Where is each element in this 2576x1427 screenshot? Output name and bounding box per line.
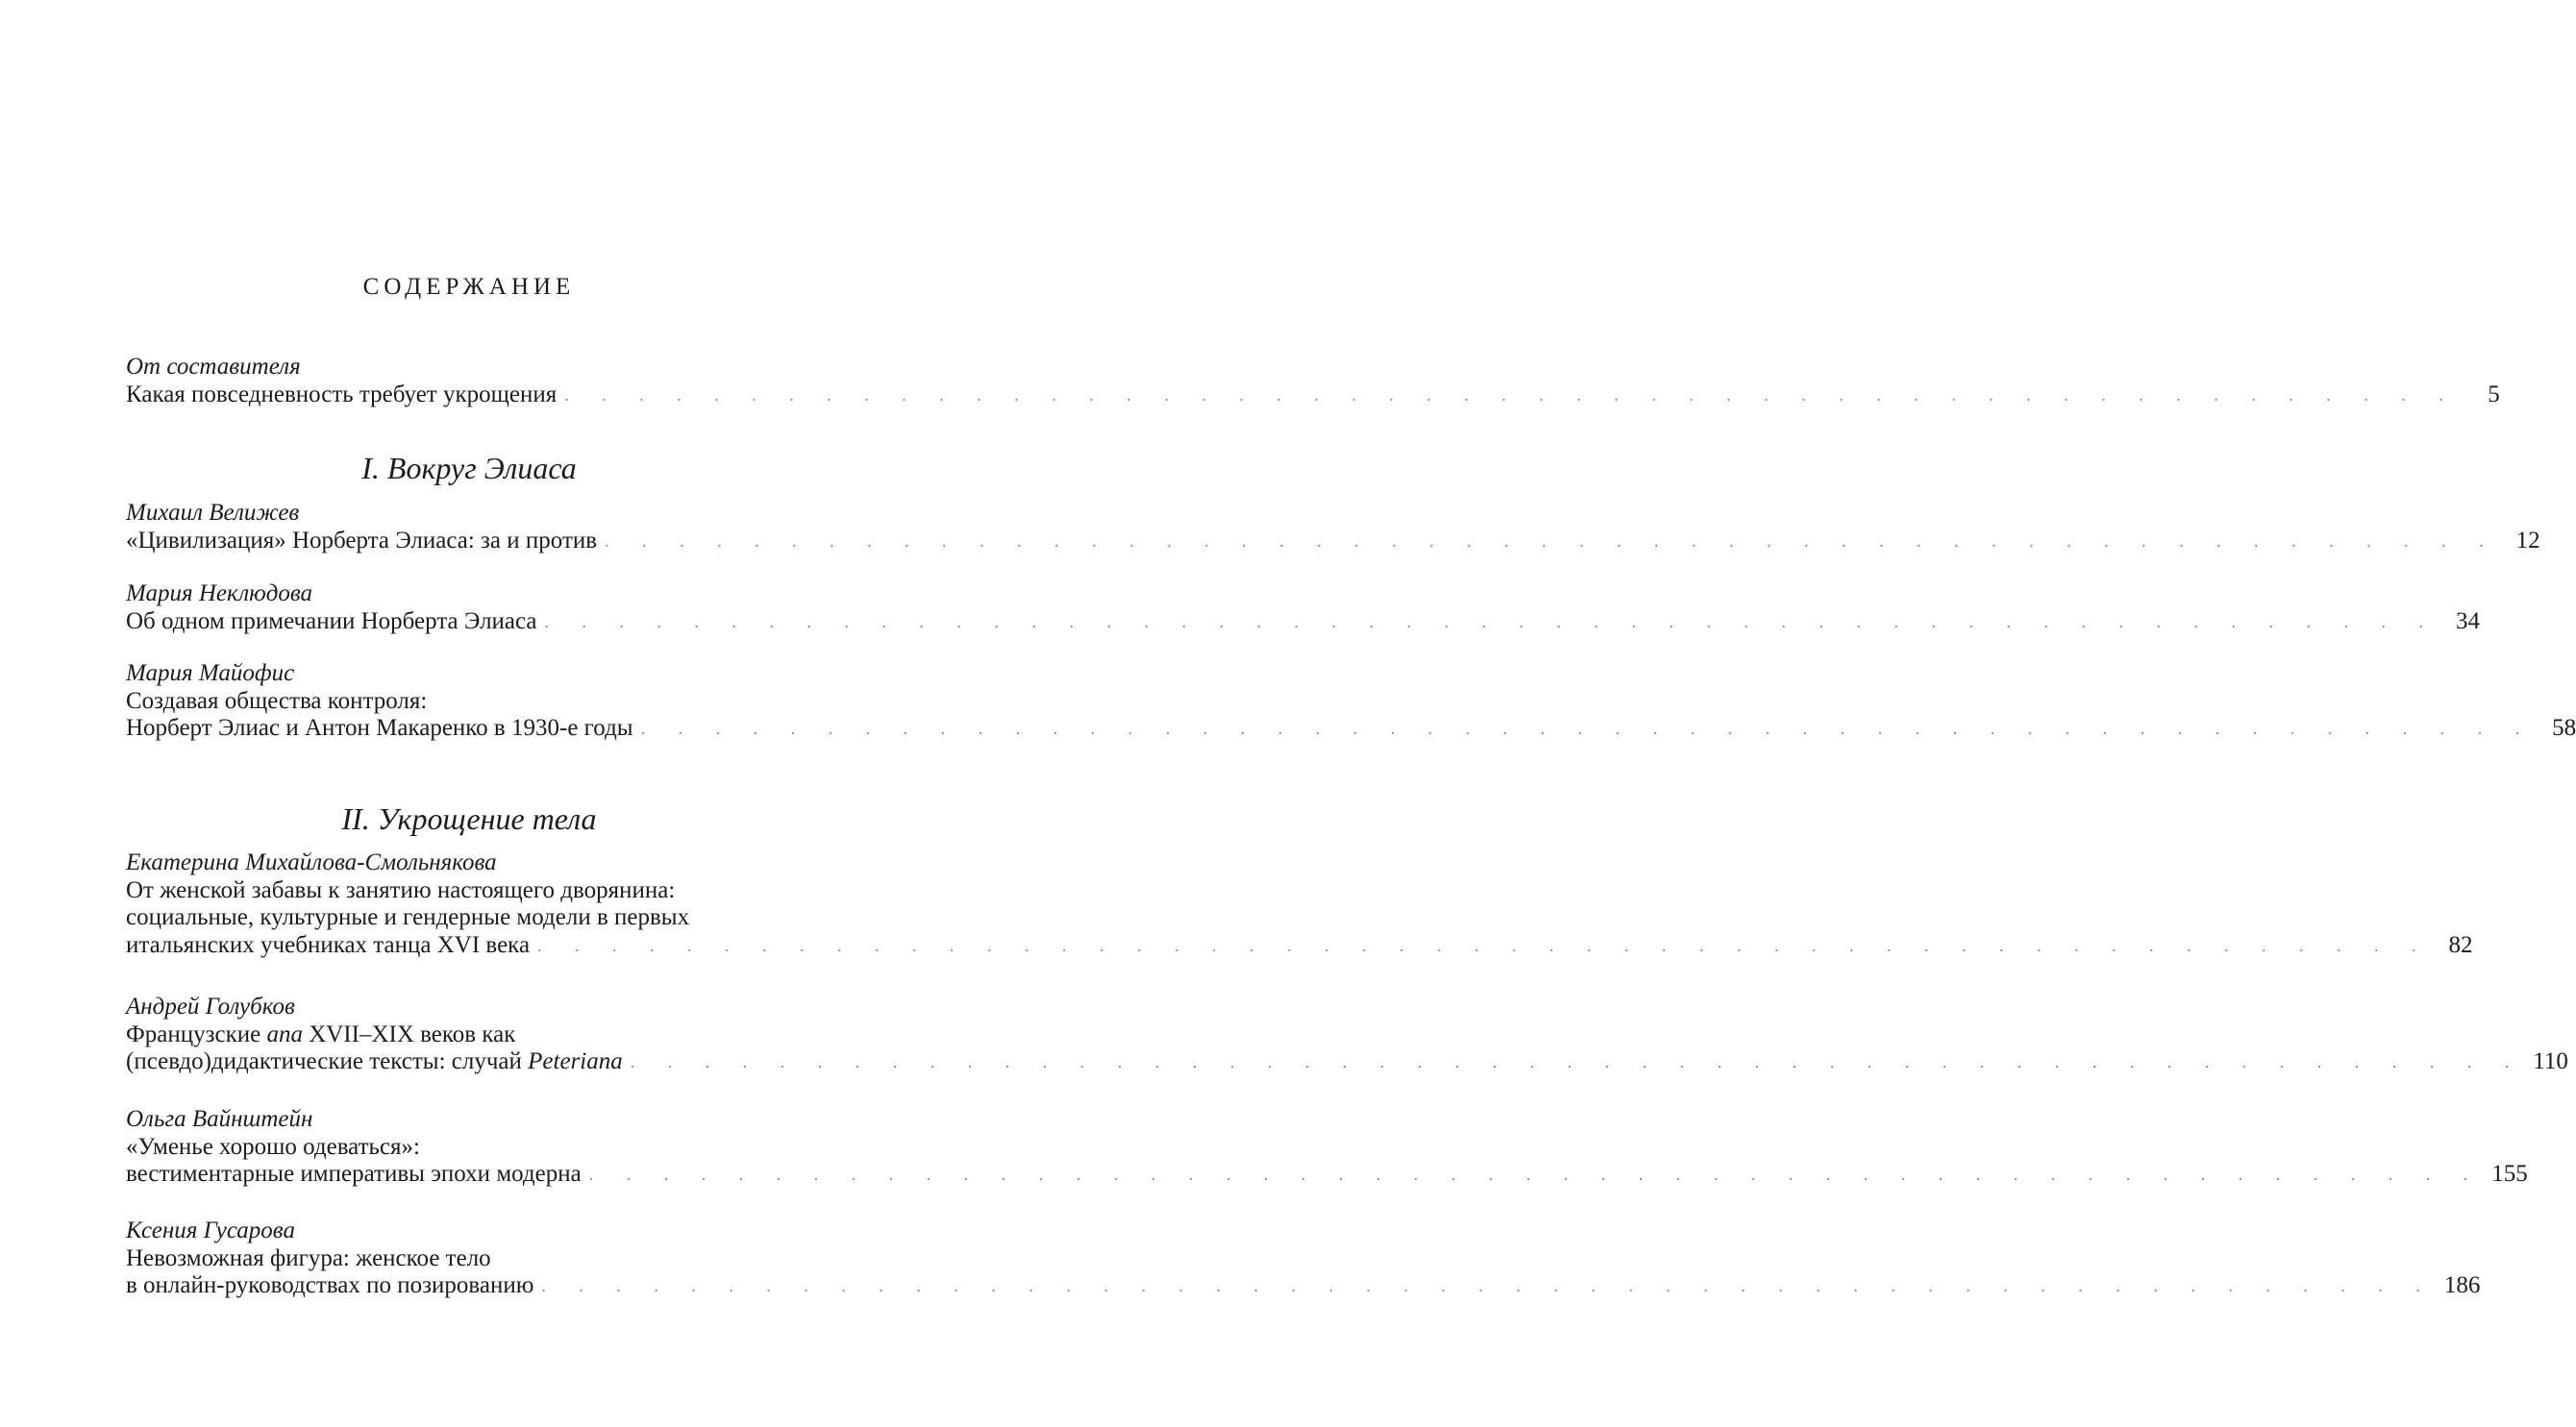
dot-leader: . . . . . . . . . . . . . . . . . . . . . . . . . . . . . . . . . . . . . . . . . . . . . . . . . . . [630, 1052, 2524, 1071]
dot-leader: . . . . . . . . . . . . . . . . . . . . . . . . . . . . . . . . . . . . . . . . . . . . . . . . . . . [544, 611, 2439, 631]
entry-title-line: Об одном примечании Норберта Элиаса . . . . . . . . . . . . . . . . . . . . . . . . . . . . . . . . . . . . . . . . . . . . . . . . . . . 34 [126, 607, 2481, 634]
page-number: 155 [2491, 1161, 2528, 1187]
toc-entry[interactable] [126, 849, 2473, 960]
entry-author: Ксения Гусарова [126, 1218, 295, 1243]
toc-entry[interactable] [126, 994, 2568, 1077]
entry-title-line: в онлайн-руководствах по позированию . . . . . . . . . . . . . . . . . . . . . . . . . . . . . . . . . . . . . . . . . . . . . . . . . . . 186 [126, 1272, 2481, 1298]
entry-title-line: итальянских учебниках танца XVI века . . . . . . . . . . . . . . . . . . . . . . . . . . . . . . . . . . . . . . . . . . . . . . . . . . . 82 [126, 931, 2473, 958]
page-number: 110 [2533, 1048, 2568, 1074]
entry-title-line: Норберт Элиас и Антон Макаренко в 1930-е годы . . . . . . . . . . . . . . . . . . . . . . . . . . . . . . . . . . . . . . . . . . . . . . . . . . . 58 [126, 715, 2576, 741]
entry-title-line: Создавая общества контроля: [126, 687, 428, 714]
entry-title-line: От женской забавы к занятию настоящего дворянина: [126, 876, 676, 903]
dot-leader: . . . . . . . . . . . . . . . . . . . . . . . . . . . . . . . . . . . . . . . . . . . . . . . . . . . [605, 530, 2498, 551]
toc-entry[interactable] [126, 500, 2540, 555]
entry-author: Михаил Велижев [126, 500, 300, 526]
section-heading-2: II. Укрощение тела [341, 801, 597, 836]
page-number: 58 [2552, 715, 2576, 741]
dot-leader: . . . . . . . . . . . . . . . . . . . . . . . . . . . . . . . . . . . . . . . . . . . . . . . . . . . [537, 935, 2431, 955]
dot-leader: . . . . . . . . . . . . . . . . . . . . . . . . . . . . . . . . . . . . . . . . . . . . . . . . . . . [564, 384, 2458, 405]
toc-entry[interactable] [126, 1106, 2528, 1190]
page-number: 34 [2456, 607, 2481, 634]
toc-entry[interactable] [126, 660, 2576, 744]
dot-leader: . . . . . . . . . . . . . . . . . . . . . . . . . . . . . . . . . . . . . . . . . . . . . . . . . . . [588, 1165, 2483, 1184]
dot-leader: . . . . . . . . . . . . . . . . . . . . . . . . . . . . . . . . . . . . . . . . . . . . . . . . . . . [640, 719, 2535, 738]
toc-entry-intro[interactable] [126, 354, 2500, 409]
entry-author: От составителя [126, 354, 301, 380]
entry-title-line: Французские ana XVII–XIX веков как [126, 1021, 516, 1047]
page-number: 12 [2515, 527, 2540, 554]
entry-title-line: «Цивилизация» Норберта Элиаса: за и против . . . . . . . . . . . . . . . . . . . . . . . . . . . . . . . . . . . . . . . . . . . . . . . . . . . 12 [126, 527, 2540, 554]
dot-leader: . . . . . . . . . . . . . . . . . . . . . . . . . . . . . . . . . . . . . . . . . . . . . . . . . . . [541, 1276, 2435, 1295]
entry-author: Мария Майофис [126, 660, 295, 686]
entry-title-line: (псевдо)дидактические тексты: случай Peteriana . . . . . . . . . . . . . . . . . . . . . . . . . . . . . . . . . . . . . . . . . . . . . . . . . . . 110 [126, 1048, 2568, 1074]
page-number: 82 [2448, 931, 2473, 958]
entry-title-line: вестиментарные императивы эпохи модерна . . . . . . . . . . . . . . . . . . . . . . . . . . . . . . . . . . . . . . . . . . . . . . . . . . . 155 [126, 1161, 2528, 1187]
entry-title-line: Невозможная фигура: женское тело [126, 1244, 491, 1271]
entry-author: Ольга Вайнштейн [126, 1106, 313, 1132]
toc-entry[interactable] [126, 1218, 2481, 1301]
page-title: СОДЕРЖАНИЕ [362, 274, 576, 300]
page-number: 5 [2488, 381, 2500, 407]
entry-author: Мария Неклюдова [126, 580, 313, 606]
entry-author: Андрей Голубков [126, 994, 295, 1020]
entry-author: Екатерина Михайлова-Смольнякова [126, 849, 497, 875]
section-heading-1: I. Вокруг Элиаса [361, 451, 577, 485]
toc-entry[interactable] [126, 580, 2481, 636]
entry-title-line: «Уменье хорошо одеваться»: [126, 1133, 420, 1160]
entry-title-line: Какая повседневность требует укрощения . . . . . . . . . . . . . . . . . . . . . . . . . . . . . . . . . . . . . . . . . . . . . . . . . . . 5 [126, 381, 2500, 407]
entry-title-line: социальные, культурные и гендерные модели в первых [126, 904, 690, 930]
page-number: 186 [2443, 1272, 2481, 1298]
